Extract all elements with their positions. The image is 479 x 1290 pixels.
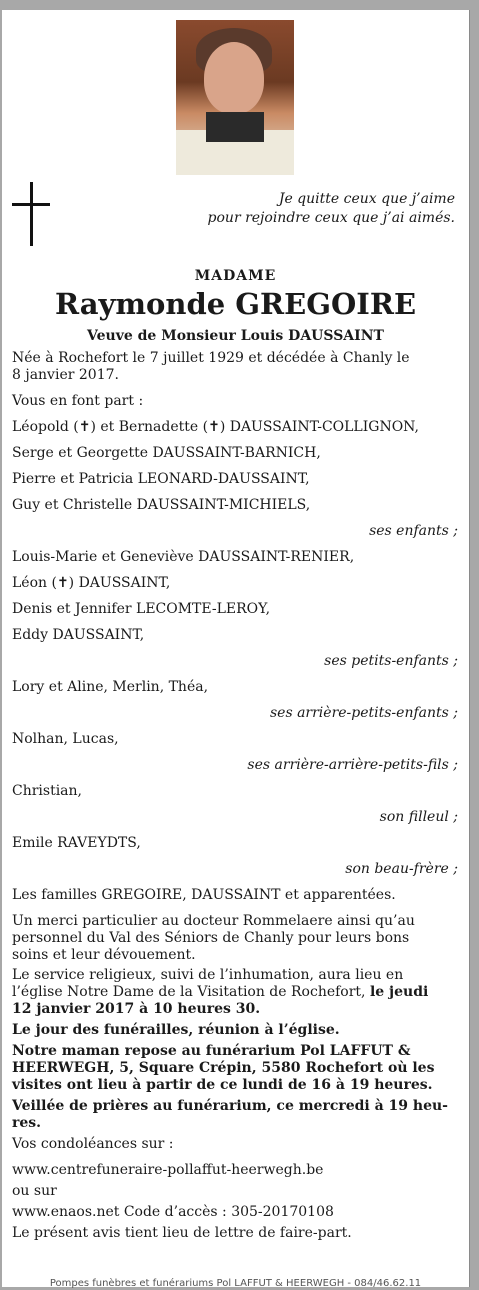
relation-label: ses arrière-petits-enfants ; [269, 705, 458, 721]
relation-label: ses petits-enfants ; [324, 653, 458, 669]
cross-icon [12, 182, 52, 258]
epitaph-quote [135, 190, 455, 228]
birth-line: Née à Rochefort le 7 juillet 1929 et décédée à Chanly le [12, 350, 410, 366]
family-line: Eddy DAUSSAINT, [12, 627, 145, 643]
thanks-line: soins et leur dévouement. [12, 947, 196, 963]
birth-line: 8 janvier 2017. [12, 367, 119, 383]
repose-line: Notre maman repose au funérarium Pol LAFFUT & [12, 1043, 411, 1059]
veillee-line: Veillée de prières au funérarium, ce mercredi à 19 heu- [12, 1098, 448, 1114]
thanks-line: personnel du Val des Séniors de Chanly pour leurs bons [12, 930, 410, 946]
announcement-body [12, 350, 458, 1242]
veillee-line: res. [12, 1115, 42, 1131]
funeral-home-footer: Pompes funèbres et funérariums Pol LAFFUT & HEERWEGH - 084/46.62.11 [49, 1278, 422, 1289]
service-line [12, 984, 458, 1001]
service-date-bold: le jeudi [369, 984, 429, 1000]
family-line: Lory et Aline, Merlin, Théa, [12, 679, 209, 695]
family-line: Léopold (✝) et Bernadette (✝) DAUSSAINT-COLLIGNON, [12, 419, 419, 435]
family-line: Pierre et Patricia LEONARD-DAUSSAINT, [12, 471, 310, 487]
thanks-line: Un merci particulier au docteur Rommelaere ainsi qu’au [12, 913, 415, 929]
family-line: Louis-Marie et Geneviève DAUSSAINT-RENIER, [12, 549, 355, 565]
condoleances-url[interactable]: www.centrefuneraire-pollaffut-heerwegh.be [12, 1162, 324, 1178]
condoleances-line: Vos condoléances sur : [12, 1136, 174, 1152]
family-line: Emile RAVEYDTS, [12, 835, 141, 851]
service-text: l’église Notre Dame de la Visitation de Rochefort, [12, 984, 370, 1000]
font-part: Vous en font part : [12, 393, 144, 409]
closing-line: Le présent avis tient lieu de lettre de faire-part. [12, 1225, 352, 1241]
quote-line: pour rejoindre ceux que j’ai aimés. [207, 210, 455, 226]
family-line: Nolhan, Lucas, [12, 731, 119, 747]
relation-label: son beau-frère ; [345, 861, 458, 877]
family-line: Christian, [12, 783, 82, 799]
family-line: Denis et Jennifer LECOMTE-LEROY, [12, 601, 271, 617]
repose-line: HEERWEGH, 5, Square Crépin, 5580 Rochefort où les [12, 1060, 435, 1076]
service-line: 12 janvier 2017 à 10 heures 30. [12, 1001, 261, 1017]
portrait-photo [176, 20, 294, 175]
families-line: Les familles GREGOIRE, DAUSSAINT et apparentées. [12, 887, 396, 903]
relation-label: son filleul ; [379, 809, 458, 825]
family-line: Guy et Christelle DAUSSAINT-MICHIELS, [12, 497, 311, 513]
quote-line: Je quitte ceux que j’aime [278, 191, 455, 207]
condoleances-url[interactable]: www.enaos.net Code d’accès : 305-20170108 [12, 1204, 334, 1220]
relation-label: ses arrière-arrière-petits-fils ; [247, 757, 458, 773]
relation-label: ses enfants ; [369, 523, 458, 539]
service-line: Le service religieux, suivi de l’inhumation, aura lieu en [12, 967, 404, 983]
ou-sur-line: ou sur [12, 1183, 57, 1199]
family-line: Serge et Georgette DAUSSAINT-BARNICH, [12, 445, 321, 461]
widow-of: Veuve de Monsieur Louis DAUSSAINT [87, 328, 384, 344]
reunion-line: Le jour des funérailles, réunion à l’église. [12, 1022, 340, 1038]
obituary-card [2, 10, 470, 1287]
family-line: Léon (✝) DAUSSAINT, [12, 575, 171, 591]
deceased-name: Raymonde GREGOIRE [54, 287, 417, 321]
honorific: MADAME [194, 268, 277, 284]
repose-line: visites ont lieu à partir de ce lundi de 16 à 19 heures. [12, 1077, 433, 1093]
